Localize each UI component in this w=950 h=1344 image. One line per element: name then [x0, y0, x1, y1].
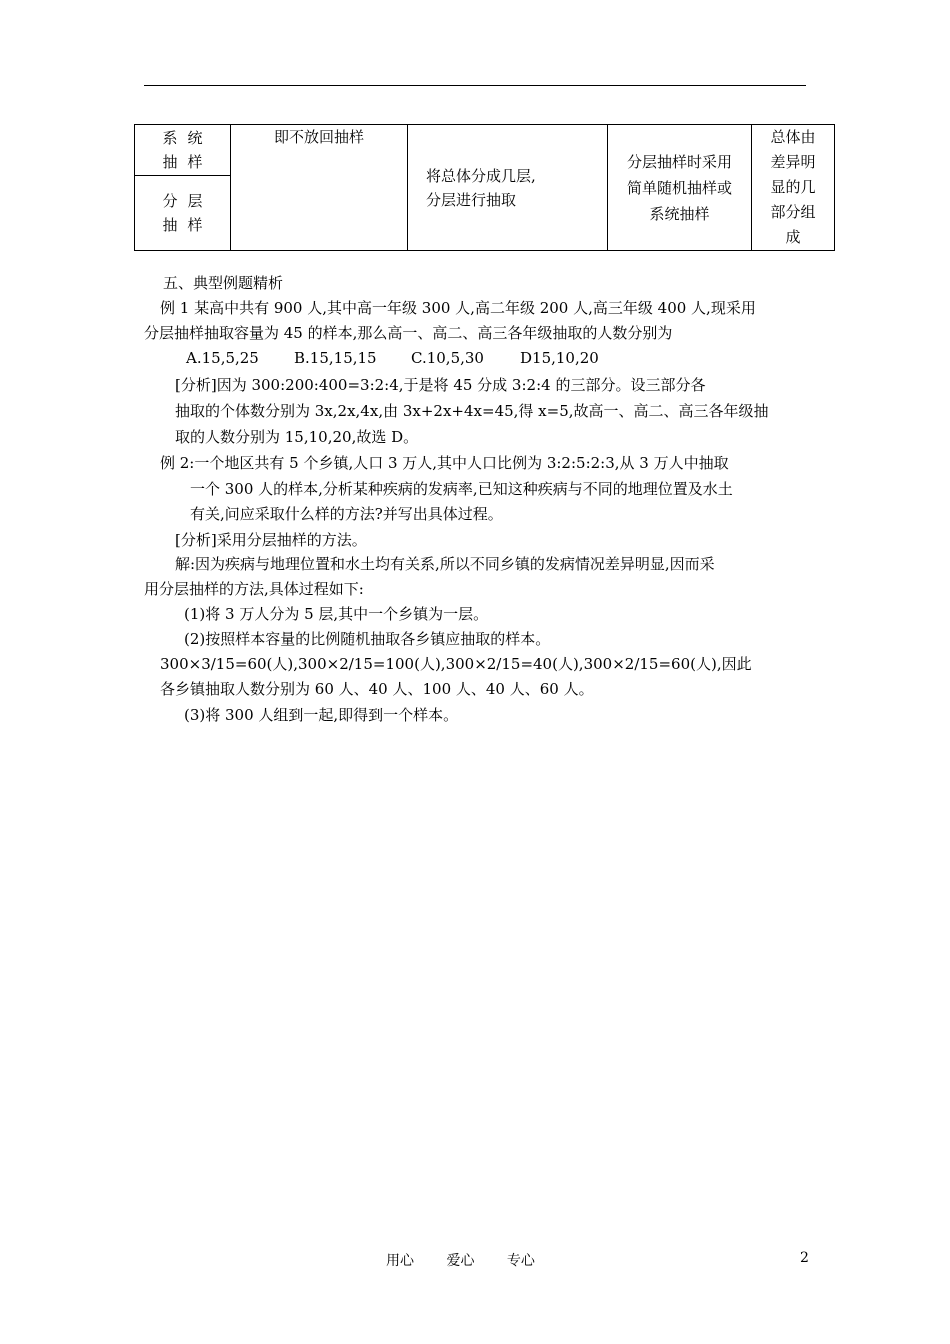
method-name-line: 抽样: [162, 152, 213, 171]
calculation-line: 各乡镇抽取人数分别为 60 人、40 人、100 人、40 人、60 人。: [160, 680, 594, 698]
example-2-solution: 用分层抽样的方法,具体过程如下:: [144, 580, 364, 598]
method-scope-cell: [752, 125, 835, 251]
footer-word: 爱心: [446, 1253, 475, 1269]
method-description-line: 即不放回抽样: [273, 128, 364, 146]
example-1-option-a: A.15,5,25: [186, 349, 259, 367]
method-scope-line: 部分组: [770, 203, 816, 221]
example-1-option-d: D15,10,20: [520, 349, 599, 367]
method-description-cell: [231, 125, 408, 251]
header-rule: [144, 85, 806, 86]
method-relation-line: 系统抽样: [649, 204, 710, 223]
example-1-analysis: [分析]因为 300:200:400=3:2:4,于是将 45 分成 3:2:4 的三部分。设三部分各: [175, 376, 706, 394]
page-number: 2: [800, 1250, 809, 1266]
method-scope-line: 成: [785, 228, 801, 246]
example-2-text: 有关,问应采取什么样的方法?并写出具体过程。: [190, 505, 503, 523]
footer-slogan: [386, 1250, 563, 1270]
example-2-text: 一个 300 人的样本,分析某种疾病的发病率,已知这种疾病与不同的地理位置及水土: [190, 480, 733, 498]
example-1-text: 例 1 某高中共有 900 人,其中高一年级 300 人,高二年级 200 人,高三年级 400 人,现采用: [160, 299, 756, 317]
method-scope-line: 差异明: [770, 153, 816, 171]
method-name-cell: [135, 175, 231, 250]
method-procedure-line: 将总体分成几层,: [426, 166, 536, 185]
method-scope-line: 显的几: [770, 178, 816, 196]
method-procedure-line: 分层进行抽取: [426, 190, 517, 209]
footer-word: 用心: [386, 1253, 414, 1269]
example-2-analysis: [分析]采用分层抽样的方法。: [175, 531, 367, 549]
method-name-line: 系统: [162, 128, 213, 147]
method-scope-line: 总体由: [770, 128, 816, 146]
example-1-analysis: 抽取的个体数分别为 3x,2x,4x,由 3x+2x+4x=45,得 x=5,故高一、高二、高三各年级抽: [175, 402, 769, 420]
example-1-option-c: C.10,5,30: [411, 349, 484, 367]
solution-step-1: (1)将 3 万人分为 5 层,其中一个乡镇为一层。: [184, 605, 489, 623]
method-relation-cell: [608, 125, 752, 251]
calculation-line: 300×3/15=60(人),300×2/15=100(人),300×2/15=40(人),300×2/15=60(人),因此: [160, 655, 752, 673]
section-title: 五、典型例题精析: [163, 274, 284, 292]
example-1-option-b: B.15,15,15: [294, 349, 377, 367]
method-procedure-cell: [408, 125, 608, 251]
solution-step-3: (3)将 300 人组到一起,即得到一个样本。: [184, 706, 459, 724]
method-relation-line: 分层抽样时采用: [626, 152, 732, 171]
table-row: [135, 125, 835, 176]
method-relation-line: 简单随机抽样或: [626, 178, 732, 197]
footer-word: 专心: [506, 1253, 535, 1269]
example-1-analysis: 取的人数分别为 15,10,20,故选 D。: [175, 428, 419, 446]
example-2-text: 例 2:一个地区共有 5 个乡镇,人口 3 万人,其中人口比例为 3:2:5:2:3,从 3 万人中抽取: [160, 454, 729, 472]
solution-step-2: (2)按照样本容量的比例随机抽取各乡镇应抽取的样本。: [184, 630, 551, 648]
method-name-line: 抽样: [162, 215, 213, 234]
example-1-text: 分层抽样抽取容量为 45 的样本,那么高一、高二、高三各年级抽取的人数分别为: [144, 324, 673, 342]
sampling-methods-table: [134, 124, 835, 251]
example-2-solution: 解:因为疾病与地理位置和水土均有关系,所以不同乡镇的发病情况差异明显,因而采: [175, 555, 715, 573]
method-name-cell: [135, 125, 231, 176]
method-name-line: 分层: [162, 191, 213, 210]
